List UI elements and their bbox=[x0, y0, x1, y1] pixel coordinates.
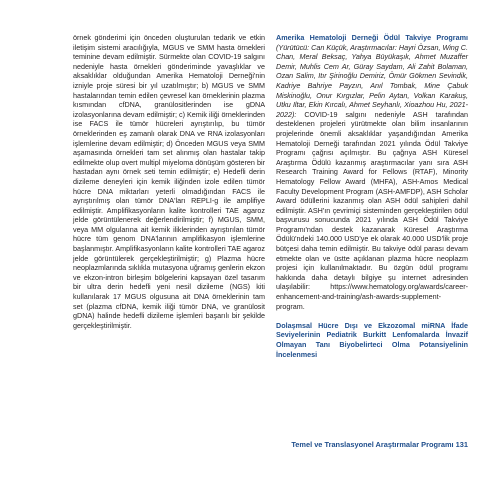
project-authors: (Yürütücü: Can Küçük, Araştırmacılar: Hayri Özsan, Wing C. Chan, Meral Beksaç, Yahya Büyükaşık, Ahmet Muzaffer Demir, Muhlis Cem Ar, Güray Saydam, Ali Zahit Bolaman, Ozan Salim, Itır Şirinoğlu Demiriz, Ömür Gökmen Sevindik, Kadriye Bahriye Payzın, Anıl Tombak, Mine Çabuk Miskinoğlu, Onur Kırgızlar, Pelin Aytan, Volkan Karakuş, Utku Iltar, Ekin Kırcalı, Ahmet Seyhanlı, Xioazhou Hu, 2021-2022): bbox=[276, 42, 468, 119]
left-text-column bbox=[73, 33, 265, 330]
section-heading-mirna: Dolaşmsal Hücre Dışı ve Ekzozomal miRNA İfade Seviyelerinin Pediatrik Burkitt Lenfomalarda İnvazif Olmayan Tanı Biyobelirteci Olma Potansiyelinin İncelenmesi bbox=[276, 320, 468, 359]
section-heading-ash-award: Amerika Hematoloji Derneği Ödül Takviye Programı bbox=[276, 33, 468, 42]
page-footer bbox=[276, 440, 468, 449]
left-paragraph: örnek gönderimi için önceden oluşturulan tedarik ve etkin iletişim sistemi aracılığıyla, MGUS ve SMM hasta örnekleri teminine devam edilmiştir. Sürmekte olan COVID-19 salgını nedeniyle hasta örnekleri gönderiminde yavaşlıklar ve aksaklıklar olduğundan Amerika Hematoloji Derneği'nin izniyle proje süresi bir yıl uzatılmıştır; b) MGUS ve SMM hastalarından temin edilen çevresel kan örneklerinin plazma kısmından cfDNA, granülositlerinden ise gDNA izolasyonlarına devam edilmiştir; c) Kemik iliği örneklerinden ise FACS ile tümör hücreleri ayrıştırılıp, bu tümör örneklerinden eş zamanlı olarak DNA ve RNA izolasyonları işlemlerine devam edilmiştir; d) Önceden MGUS veya SMM aşamasında örnekleri tam set alınmış olan hastalar takip edilmekte olup overt multipl miyeloma dönüşüm gösteren bir hastadan aynı örnek seti temin edilmiştir; e) Hedefli derin dizileme deneyleri için kemik iliğinden izole edilen tümör hücre DNA miktarları yeterli olmadığından FACS ile ayrıştırılmış olan tümör DNA'ları REPLI-g ile amplifiye edilmiştir. Amplifikasyonların kalite kontrolleri TAE agaroz jelde görüntülenerek değerlendirilmiştir; f) MGUS, SMM, veya MM olgularına ait kemik iliklerinden ayrıştırılan tümör hücre tüm genom DNA'larının amplifikasyon işlemlerine başlanmıştır. Amplifikasyonların kalite kontrolleri TAE agaroz jelde görüntülerek gerçekleştirilmiştir; g) Plazma hücre neoplazmlarında sıklıkla mutasyona uğramış genlerin ekzon ve ekzon-intron birleşim bölgelerini kapsayan özel tasarım bir ultra derin hedefli yeni nesil dizileme (NGS) kiti kullanılarak 17 MGUS olgusuna ait DNA örneklerinin tam set (plazma cfDNA, kemik iliği tümör DNA, ve granülosit gDNA) halinde hedefli dizileme işlemleri başarılı bir şekilde gerçekleştirilmiştir. bbox=[73, 33, 265, 330]
right-text-column bbox=[276, 33, 468, 359]
page-number: 131 bbox=[455, 440, 468, 449]
ash-award-paragraph bbox=[276, 33, 468, 311]
ash-award-body: COVID-19 salgını nedeniyle ASH tarafından desteklenen projeleri yürütmekte olan bilim insanlarının projelerinde önemli aksaklıklar yaşandığından Amerika Hematoloji Derneği tarafından 2021 yılında Ödül Takviye Programı çağrısı açılmıştır. Bu çağrıya ASH Küresel Araştırma Ödülü kazanmış araştırmacılar yanı sıra ASH Research Training Award for Fellows (RTAF), Minority Hematology Fellow Award (MHFA), ASH-Amos Medical Faculty Development Program (ASH-AMFDP), ASH Scholar Award ödüllerini kazanmış olan ASH ödül sahipleri dahil edilmiştir. ASH'ın çevrimiçi sisteminden gerçekleştirilen ödül başvurusu sonucunda 2021 yılında ASH Ödül Takviye Programı'ndan destek kazanarak Küresel Araştırma Ödülü'ndeki 140.000 USD'ye ek olarak 40.000 USD'lik proje bütçesi daha temin edilmiştir. Bu takviye ödül parası devam etmekte olan ve üstte açıklanan plazma hücre neoplazm projesi için kullanılmaktadır. Bu özgün ödül programı hakkında daha detaylı bilgiye şu internet adresinden ulaşılabilir: https://www.hematology.org/awards/career-enhancement-and-training/ash-awards-supplement-program. bbox=[276, 109, 468, 311]
journal-title: Temel ve Translasyonel Araştırmalar Programı bbox=[291, 440, 454, 449]
